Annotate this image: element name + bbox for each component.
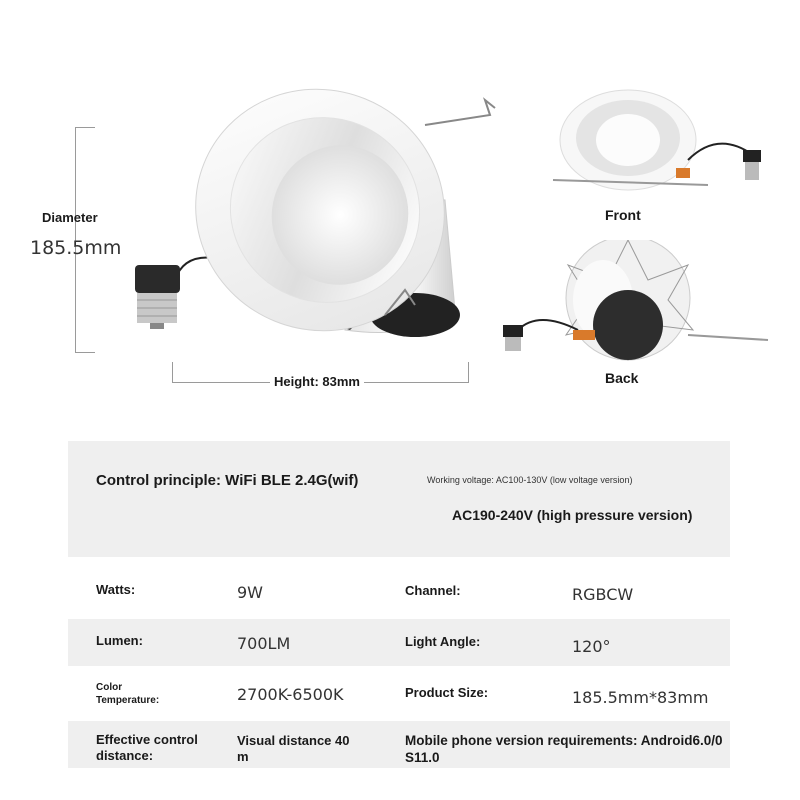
front-view-image bbox=[548, 80, 788, 195]
diameter-label: Diameter bbox=[42, 210, 98, 225]
height-tick-left bbox=[172, 362, 173, 383]
height-tick-right bbox=[468, 362, 469, 383]
spec-row-lumen bbox=[68, 619, 730, 666]
lumen-key: Lumen: bbox=[96, 633, 143, 648]
product-size-key: Product Size: bbox=[405, 685, 489, 700]
effective-control-key-line1: Effective control bbox=[96, 732, 198, 747]
visual-distance-value-line2: m bbox=[237, 749, 249, 764]
control-principle-text: Control principle: WiFi BLE 2.4G(wif) bbox=[96, 472, 359, 489]
channel-key: Channel: bbox=[405, 583, 461, 598]
socket-icon bbox=[135, 265, 180, 329]
watts-value: 9W bbox=[237, 583, 263, 602]
downlight-main-image bbox=[115, 80, 535, 360]
mobile-requirement-line2: S11.0 bbox=[405, 750, 440, 765]
diameter-tick-bottom bbox=[75, 352, 95, 353]
back-label: Back bbox=[605, 370, 639, 386]
watts-key: Watts: bbox=[96, 582, 136, 597]
color-temperature-key-line1: Color bbox=[96, 682, 123, 693]
color-temperature-key-line2: Temperature: bbox=[96, 695, 160, 706]
mobile-requirement-line1: Mobile phone version requirements: Android6.0/0 bbox=[405, 733, 723, 748]
visual-distance-value-line1: Visual distance 40 bbox=[237, 733, 350, 748]
color-temperature-value: 2700K-6500K bbox=[237, 685, 344, 704]
effective-control-key-line2: distance: bbox=[96, 748, 154, 763]
high-voltage-text: AC190-240V (high pressure version) bbox=[452, 507, 693, 523]
lumen-value: 700LM bbox=[237, 634, 291, 653]
diameter-value: 185.5mm bbox=[30, 237, 122, 259]
light-angle-value: 120° bbox=[572, 637, 611, 656]
product-size-value: 185.5mm*83mm bbox=[572, 688, 709, 707]
control-info-panel bbox=[68, 441, 730, 557]
channel-value: RGBCW bbox=[572, 585, 634, 604]
back-view-image bbox=[498, 240, 793, 365]
light-angle-key: Light Angle: bbox=[405, 634, 481, 649]
height-label: Height: 83mm bbox=[270, 374, 364, 389]
diameter-tick-top bbox=[75, 127, 95, 128]
front-label: Front bbox=[605, 207, 641, 223]
working-voltage-text: Working voltage: AC100-130V (low voltage version) bbox=[427, 475, 633, 485]
